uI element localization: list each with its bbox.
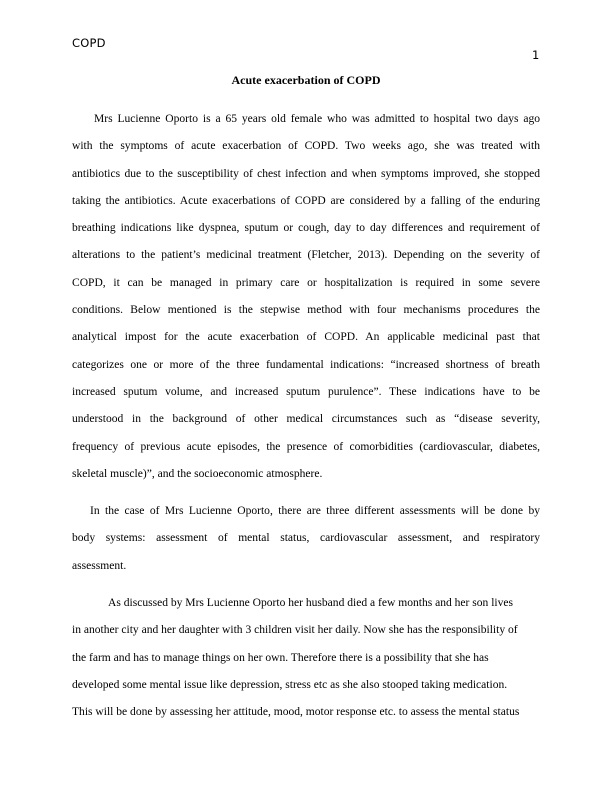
paragraph-line: COPD, it can be managed in primary care or hospitalization is required in some severe [72,276,540,289]
paragraph-line: As discussed by Mrs Lucienne Oporto her husband died a few months and her son lives [108,597,514,609]
paragraph-line: Mrs Lucienne Oporto is a 65 years old female who was admitted to hospital two days ago [94,113,540,125]
paragraph-line: This will be done by assessing her attitude, mood, motor response etc. to assess the mental status [72,706,520,719]
paragraph-line: increased sputum volume, and increased sputum purulence”. These indications have to be [72,385,540,398]
paragraph-line: with the symptoms of acute exacerbation of COPD. Two weeks ago, she was treated with [72,140,540,153]
paragraph-line: conditions. Below mentioned is the stepwise method with four mechanisms procedures the [72,304,540,317]
paragraph-assessments [72,498,540,580]
document-title: Acute exacerbation of COPD [231,73,381,87]
paragraph-line: in another city and her daughter with 3 children visit her daily. Now she has the responsibility of [72,624,518,637]
paragraph-line: alterations to the patient’s medicinal treatment (Fletcher, 2013). Depending on the severity of [72,249,540,262]
paragraph-line: frequency of previous acute episodes, the presence of comorbidities (cardiovascular, diabetes, [72,440,540,453]
paragraph-copd-overview [72,106,540,488]
paragraph-line: categorizes one or more of the three fundamental indications: “increased shortness of breath [72,358,540,371]
paragraph-line: In the case of Mrs Lucienne Oporto, there are three different assessments will be done by [90,505,540,517]
paragraph-line: analytical impost for the acute exacerbation of COPD. An applicable medicinal past that [72,331,540,344]
paragraph-line: breathing indications like dyspnea, sputum or cough, day to day differences and requirement of [72,222,540,235]
paragraph-line: developed some mental issue like depression, stress etc as she also stooped taking medication. [72,678,508,691]
paragraph-mental-status [72,590,540,726]
running-head: COPD [72,36,106,50]
paragraph-line: assessment. [72,559,127,572]
page-number: 1 [532,48,540,62]
paragraph-line: taking the antibiotics. Acute exacerbations of COPD are considered by a falling of the enduring [72,194,540,207]
paragraph-line: the farm and has to manage things on her own. Therefore there is a possibility that she has [72,651,489,664]
paragraph-line: antibiotics due to the susceptibility of chest infection and when symptoms improved, she stopped [72,167,540,180]
paragraph-line: skeletal muscle)”, and the socioeconomic atmosphere. [72,467,323,480]
paragraph-line: body systems: assessment of mental status, cardiovascular assessment, and respiratory [72,532,540,545]
paragraph-line: understood in the background of other medical circumstances such as “disease severity, [72,413,540,426]
